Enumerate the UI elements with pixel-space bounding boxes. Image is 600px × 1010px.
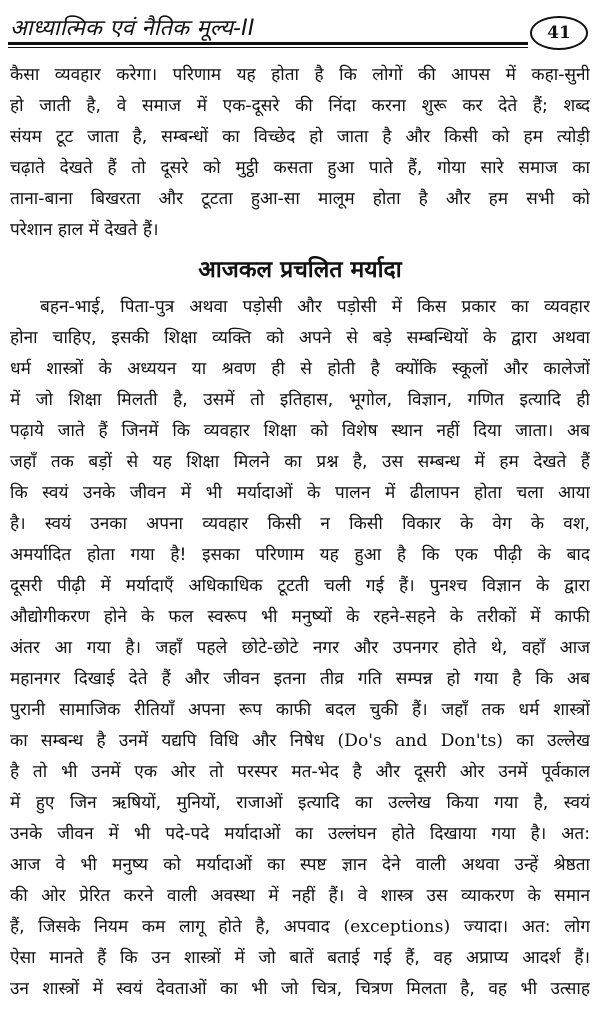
text-line: की ओर प्रेरित करने वाली अवस्था में नहीं हैं। वे शास्त्र उस व्याकरण के समान (10, 886, 590, 906)
header-rule (8, 42, 528, 45)
text-line: अमर्यादित होता गया है! इसका परिणाम यह हुआ है कि एक पीढ़ी के बाद (10, 545, 590, 565)
english-term: (exceptions) (343, 917, 451, 937)
text-line: औद्योगीकरण होने के फल स्वरूप भी मनुष्यों के रहने-सहने के तरीकों में काफी (10, 607, 590, 627)
text-line: उन शास्त्रों में स्वयं देवताओं का भी जो चित्र, चित्रण मिलता है, वह भी उत्साह (10, 979, 590, 999)
text-line: होना चाहिए, इसकी शिक्षा व्यक्ति को अपने से बड़े सम्बन्धियों के द्वारा अथवा (10, 328, 590, 348)
text-segment: ज्यादा। अत: लोग (463, 917, 590, 937)
text-line (10, 912, 590, 943)
text-line: उनके जीवन में भी पदे-पदे मर्यादाओं का उल्लंघन होते दिखाया गया है। अत: (10, 824, 590, 844)
text-line (10, 726, 590, 757)
text-line: है। स्वयं उनका अपना व्यवहार किसी न किसी विकार के वेग के वश, (10, 514, 590, 534)
paragraph-1 (10, 60, 590, 246)
text-line: अंतर आ गया है। जहाँ पहले छोटे-छोटे नगर और उपनगर होते थे, वहाँ आज (10, 638, 590, 658)
text-line: पढ़ाये जाते हैं जिनमें कि व्यवहार शिक्षा को विशेष स्थान नहीं दिया जाता। अब (10, 421, 590, 441)
text-line: बहन-भाई, पिता-पुत्र अथवा पड़ोसी और पड़ोसी में किस प्रकार का व्यवहार (40, 297, 590, 317)
text-line: महानगर दिखाई देते हैं और जीवन इतना तीव्र गति सम्पन्न हो गया है कि अब (10, 669, 590, 689)
text-line: संयम टूट जाता है, सम्बन्धों का विच्छेद हो जाता है और किसी को हम त्योड़ी (10, 127, 590, 147)
text-line: परेशान हाल में देखते हैं। (10, 220, 159, 240)
text-line: दूसरी पीढ़ी में मर्यादाएँ अधिकाधिक टूटती चली गई हैं। पुनश्च विज्ञान के द्वारा (10, 576, 590, 596)
english-term: (Do's and Don'ts) (337, 731, 503, 751)
page-body (10, 60, 590, 1005)
text-line: हो जाती है, वे समाज में एक-दूसरे की निंदा करना शुरू कर देते हैं; शब्द (10, 96, 590, 116)
page-number-badge: 41 (530, 16, 588, 50)
text-segment: का सम्बन्ध है उनमें यद्यपि विधि और निषेध (10, 731, 325, 751)
page-header (8, 8, 592, 54)
text-line: आज वे भी मनुष्य को मर्यादाओं का स्पष्ट ज्ञान देने वाली अथवा उन्हें श्रेष्ठता (10, 855, 590, 875)
section-heading: आजकल प्रचलित मर्यादा (198, 257, 402, 283)
text-line: में हुए जिन ऋषियों, मुनियों, राजाओं इत्यादि का उल्लेख किया गया है, स्वयं (10, 793, 590, 813)
text-line: ताना-बाना बिखरता और टूटता हुआ-सा मालूम होता है और हम सभी को (10, 189, 590, 209)
text-line: चढ़ाते देखते हैं तो दूसरे को मुट्ठी कसता हुआ पाते हैं, गोया सारे समाज का (10, 158, 590, 178)
header-rule-thin (8, 47, 528, 48)
text-line: कैसा व्यवहार करेगा। परिणाम यह होता है कि लोगों की आपस में कहा-सुनी (10, 65, 590, 85)
paragraph-2 (10, 292, 590, 1005)
text-line: कि स्वयं उनके जीवन में भी मर्यादाओं के पालन में ढीलापन होता चला आया (10, 483, 590, 503)
text-segment: का उल्लेख (516, 731, 590, 751)
text-segment: हैं, जिसके नियम कम लागू होते है, अपवाद (10, 917, 330, 937)
text-line: पुरानी सामाजिक रीतियाँ अपना रूप काफी बदल चुकी हैं। जहाँ तक धर्म शास्त्रों (10, 700, 590, 720)
running-title: आध्यात्मिक एवं नैतिक मूल्य-II (10, 16, 255, 41)
text-line: धर्म शास्त्रों के अध्ययन या श्रवण ही से होती है क्योंकि स्कूलों और कालेजों (10, 359, 590, 379)
text-line: जहाँ तक बड़ों से यह शिक्षा मिलने का प्रश्न है, उस सम्बन्ध में हम देखते हैं (10, 452, 590, 472)
text-line: ऐसा मानते हैं कि उन शास्त्रों में जो बातें बताई गई हैं, वह अप्राप्य आदर्श हैं। (10, 948, 590, 968)
text-line: है तो भी उनमें एक ओर तो परस्पर मत-भेद है और दूसरी ओर उनमें पूर्वकाल (10, 762, 590, 782)
text-line: में जो शिक्षा मिलती है, उसमें तो इतिहास, भूगोल, विज्ञान, गणित इत्यादि ही (10, 390, 590, 410)
